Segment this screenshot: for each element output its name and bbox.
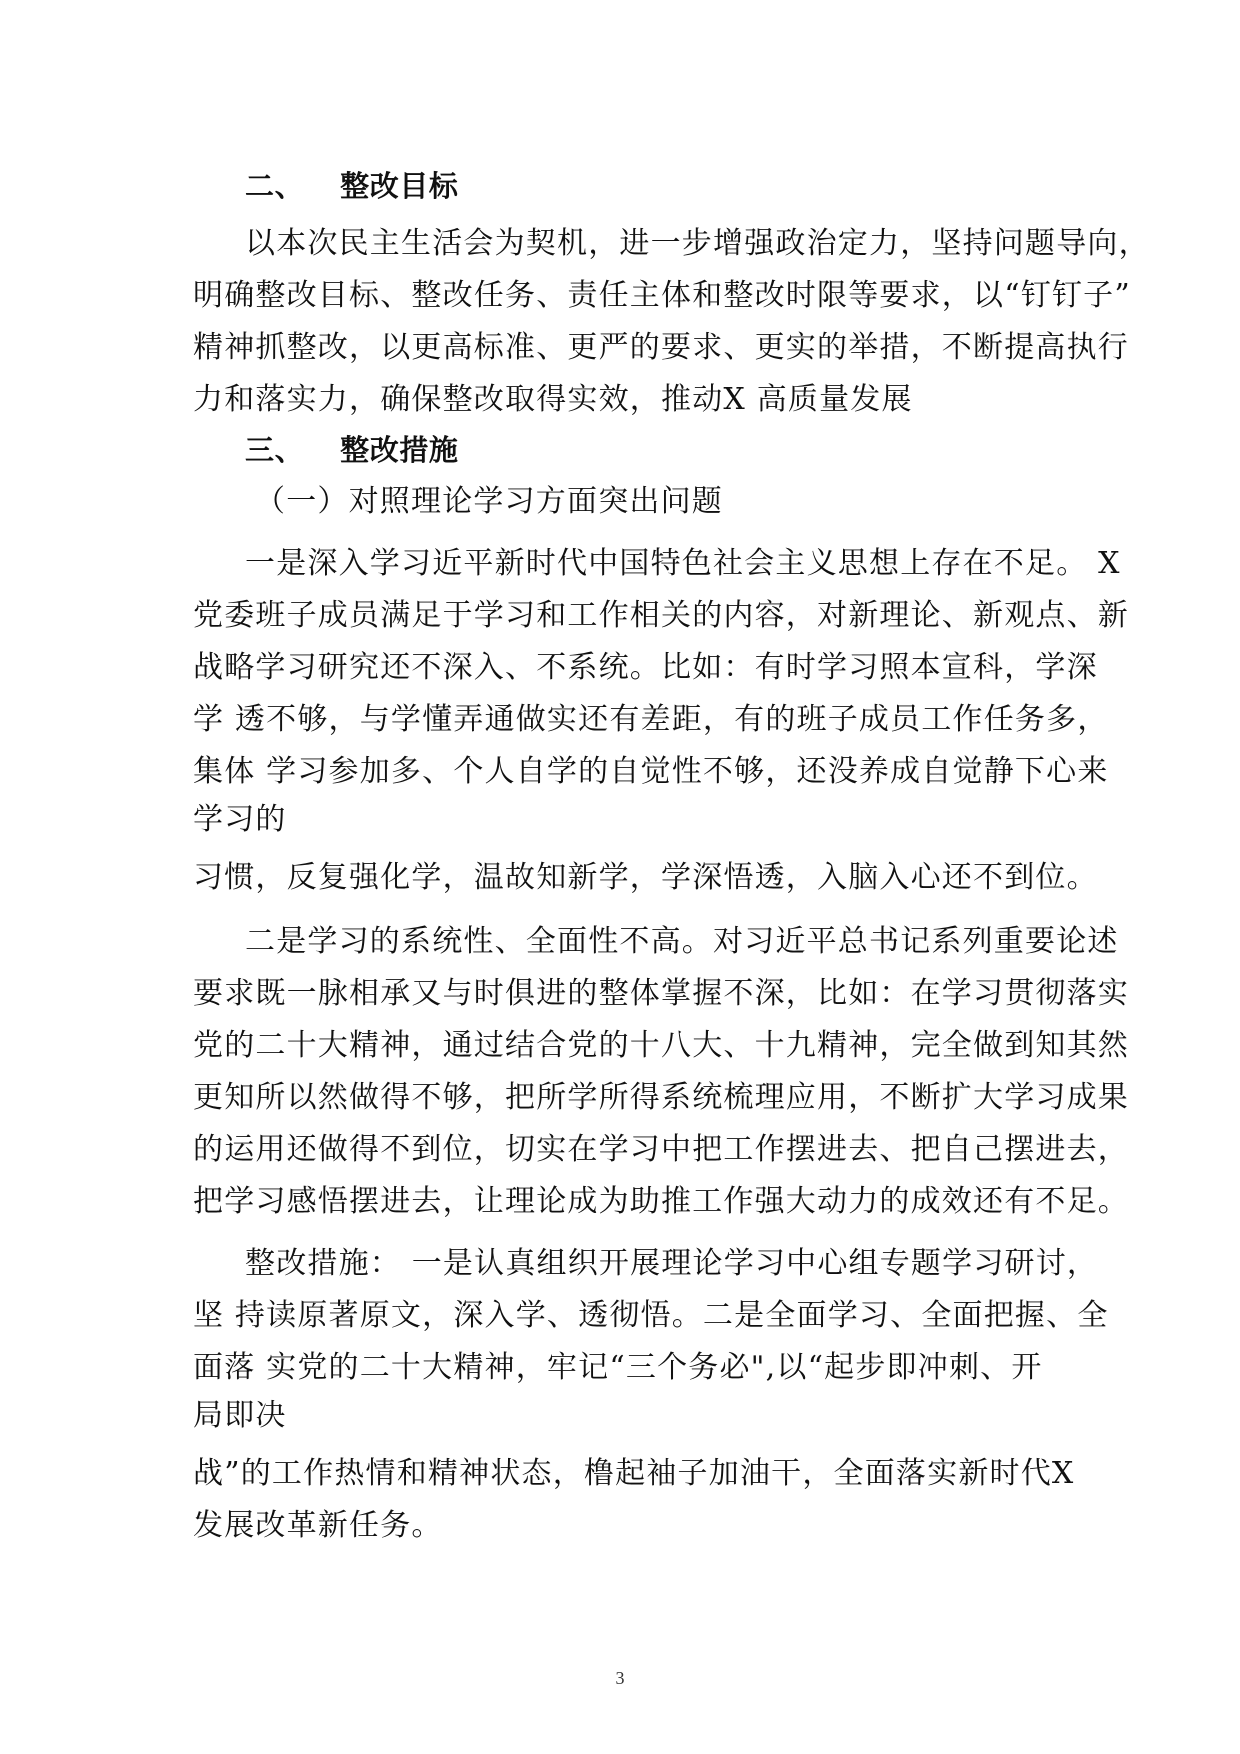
- section-number: 二、: [245, 169, 305, 203]
- paragraph-line: 一是深入学习近平新时代中国特色社会主义思想上存在不足。 X: [245, 546, 1121, 581]
- paragraph-line: 发展改革新任务。: [193, 1508, 443, 1543]
- paragraph-line: 党委班子成员满足于学习和工作相关的内容，对新理论、新观点、新: [193, 598, 1129, 633]
- section-title: 整改措施: [340, 433, 459, 467]
- section-heading-2: [245, 166, 459, 206]
- paragraph-line: 战”的工作热情和精神状态，橹起袖子加油干，全面落实新时代X: [193, 1456, 1075, 1491]
- section-number: 三、: [245, 433, 305, 467]
- page-number: 3: [615, 1668, 625, 1688]
- paragraph-line: 力和落实力，确保整改取得实效，推动X 高质量发展: [193, 382, 913, 417]
- subsection-heading: （一）对照理论学习方面突出问题: [255, 484, 723, 519]
- paragraph-line: 把学习感悟摆进去，让理论成为助推工作强大动力的成效还有不足。: [193, 1184, 1129, 1219]
- section-title: 整改目标: [340, 169, 459, 203]
- paragraph-line: 习惯，反复强化学，温故知新学，学深悟透，入脑入心还不到位。: [193, 860, 1098, 895]
- paragraph-line: 面落 实党的二十大精神，牢记“三个务必",以“起步即冲刺、开: [193, 1350, 1043, 1385]
- paragraph-line: 学习的: [193, 802, 287, 837]
- paragraph-line: 整改措施： 一是认真组织开展理论学习中心组专题学习研讨，: [245, 1246, 1099, 1281]
- paragraph-line: 二是学习的系统性、全面性不高。对习近平总书记系列重要论述: [245, 924, 1119, 959]
- paragraph-line: 更知所以然做得不够，把所学所得系统梳理应用，不断扩大学习成果: [193, 1080, 1129, 1115]
- paragraph-line: 坚 持读原著原文，深入学、透彻悟。二是全面学习、全面把握、全: [193, 1298, 1109, 1333]
- paragraph-line: 战略学习研究还不深入、不系统。比如：有时学习照本宣科，学深: [193, 650, 1098, 685]
- paragraph-line: 的运用还做得不到位，切实在学习中把工作摆进去、把自己摆进去，: [193, 1132, 1129, 1167]
- paragraph-line: 集体 学习参加多、个人自学的自觉性不够，还没养成自觉静下心来: [193, 754, 1109, 789]
- paragraph-line: 精神抓整改，以更高标准、更严的要求、更实的举措，不断提高执行: [193, 330, 1129, 365]
- paragraph-line: 明确整改目标、整改任务、责任主体和整改时限等要求，以“钉钉子”: [193, 278, 1131, 313]
- paragraph-line: 局即决: [193, 1398, 287, 1433]
- paragraph-line: 学 透不够，与学懂弄通做实还有差距，有的班子成员工作任务多，: [193, 702, 1109, 737]
- paragraph-line: 要求既一脉相承又与时俱进的整体掌握不深，比如：在学习贯彻落实: [193, 976, 1129, 1011]
- paragraph-line: 党的二十大精神，通过结合党的十八大、十九精神，完全做到知其然: [193, 1028, 1129, 1063]
- paragraph-line: 以本次民主生活会为契机，进一步增强政治定力，坚持问题导向，: [245, 226, 1150, 261]
- section-heading-3: [245, 430, 459, 470]
